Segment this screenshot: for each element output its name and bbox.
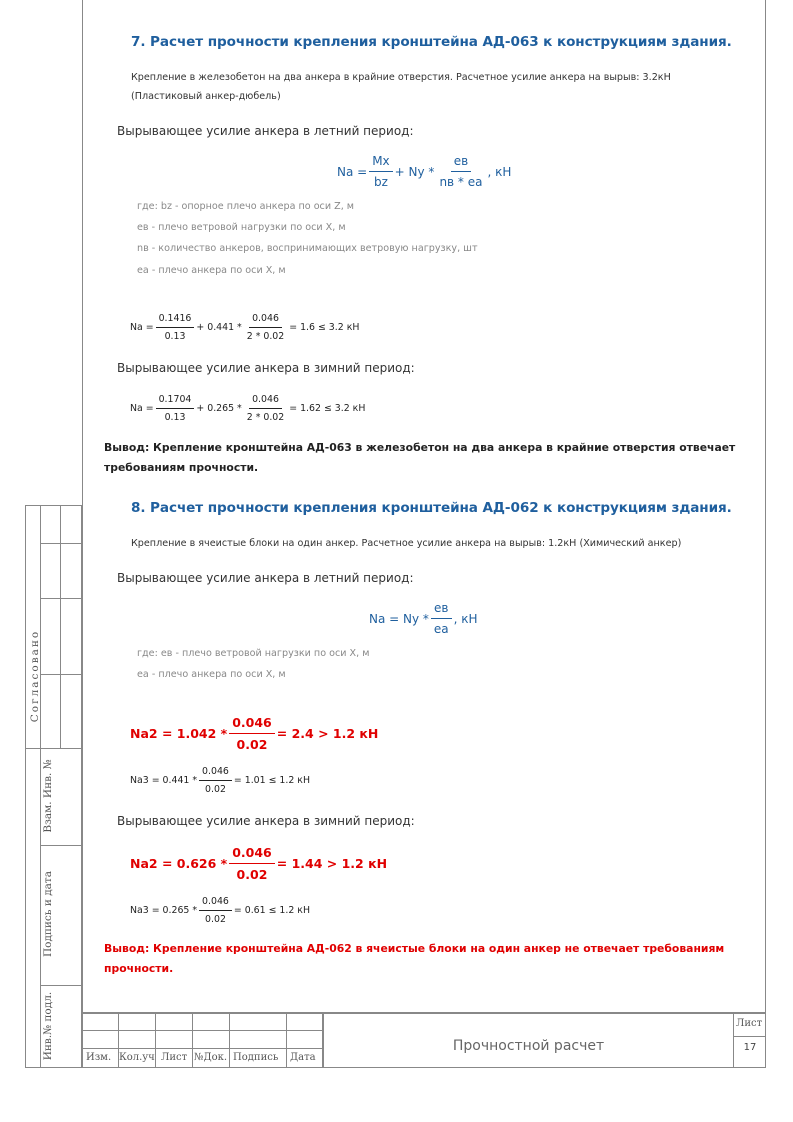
calc-mid: + 0.265 * [196, 403, 242, 414]
section-7-general-formula [337, 154, 511, 189]
numerator: 0.046 [249, 394, 282, 409]
calc-fraction [199, 766, 232, 795]
section-8-title: 8. Расчет прочности крепления кронштейна АД-062 к конструкциям здания. [131, 500, 732, 516]
where-line: еа - плечо анкера по оси X, м [137, 669, 286, 680]
numerator: 0.046 [229, 845, 275, 864]
stamp-col-data: Дата [290, 1052, 316, 1063]
formula-lhs: Na = Ny * [369, 611, 429, 626]
calc-lhs: Na3 = 0.265 * [130, 905, 198, 916]
stamp-col-ndok: №Док. [194, 1052, 228, 1063]
formula-unit: , кН [487, 164, 512, 179]
denominator: nв * еа [439, 175, 483, 189]
denominator: 0.13 [164, 331, 186, 342]
stamp-col-izm: Изм. [86, 1052, 112, 1063]
calc-lhs: Na = [130, 403, 154, 414]
side-label-soglasovano: Согласовано [29, 629, 41, 723]
stamp-document-title: Прочностной расчет [452, 1038, 605, 1054]
formula-fraction-1 [369, 154, 392, 189]
stamp-col-list: Лист [161, 1052, 188, 1063]
numerator: ев [431, 601, 451, 619]
section-7-conclusion-line1: Вывод: Крепление кронштейна АД-063 в железобетон на два анкера в крайние отверстия отвечает [104, 441, 736, 454]
calc-fraction-1 [156, 313, 195, 342]
section-8-summer-na3 [130, 766, 310, 795]
section-7-summer-calc [130, 313, 359, 342]
numerator: ев [451, 154, 471, 172]
where-line: еа - плечо анкера по оси X, м [137, 265, 286, 276]
section-8-summer-heading: Вырывающее усилие анкера в летний период: [117, 571, 414, 585]
calc-result: = 1.01 ≤ 1.2 кН [233, 775, 311, 786]
denominator: 0.02 [236, 737, 268, 752]
side-label-vzam-inv: Взам. Инв. № [42, 759, 54, 833]
formula-lhs: Na = [337, 164, 368, 179]
denominator: 0.13 [164, 412, 186, 423]
where-line: nв - количество анкеров, воспринимающих ветровую нагрузку, шт [137, 243, 478, 254]
calc-result: = 0.61 ≤ 1.2 кН [233, 905, 311, 916]
stamp-sheet-label: Лист [736, 1018, 763, 1029]
denominator: еа [433, 622, 449, 636]
calc-result: = 1.44 > 1.2 кН [276, 856, 388, 871]
calc-lhs: Na = [130, 322, 154, 333]
denominator: 0.02 [205, 914, 226, 925]
stamp-sheet-number: 17 [743, 1042, 757, 1053]
formula-unit: , кН [453, 611, 478, 626]
section-8-winter-heading: Вырывающее усилие анкера в зимний период: [117, 814, 415, 828]
numerator: 0.046 [199, 766, 232, 781]
numerator: 0.1416 [156, 313, 195, 328]
calc-result: = 1.62 ≤ 3.2 кН [289, 403, 366, 414]
denominator: 0.02 [236, 867, 268, 882]
numerator: 0.1704 [156, 394, 195, 409]
calc-result: = 1.6 ≤ 3.2 кН [289, 322, 360, 333]
calc-mid: + 0.441 * [196, 322, 242, 333]
denominator: 2 * 0.02 [246, 412, 285, 423]
section-7-desc-line1: Крепление в железобетон на два анкера в крайние отверстия. Расчетное усилие анкера на вырыв: 3.2кН [131, 72, 671, 83]
section-8-conclusion-line2: прочности. [104, 962, 174, 975]
section-8-winter-na2 [130, 845, 387, 882]
denominator: 2 * 0.02 [246, 331, 285, 342]
side-label-podpis-data: Подпись и дата [42, 871, 54, 958]
section-7-title: 7. Расчет прочности крепления кронштейна АД-063 к конструкциям здания. [131, 34, 732, 50]
numerator: 0.046 [199, 896, 232, 911]
formula-fraction [431, 601, 452, 636]
where-line: где: bz - опорное плечо анкера по оси Z, м [137, 201, 355, 212]
section-7-summer-heading: Вырывающее усилие анкера в летний период: [117, 124, 414, 138]
calc-fraction [229, 845, 275, 882]
numerator: 0.046 [249, 313, 282, 328]
where-line: ев - плечо ветровой нагрузки по оси X, м [137, 222, 346, 233]
calc-fraction-1 [156, 394, 195, 423]
section-8-summer-na2 [130, 715, 378, 752]
calc-fraction [229, 715, 275, 752]
section-7-winter-calc [130, 394, 365, 423]
calc-fraction-2 [244, 313, 288, 342]
formula-mid: + Ny * [394, 164, 435, 179]
stamp-col-podpis: Подпись [233, 1052, 279, 1063]
section-8-general-formula [369, 601, 478, 636]
calc-lhs: Na3 = 0.441 * [130, 775, 198, 786]
numerator: Mx [369, 154, 392, 172]
calc-lhs: Na2 = 1.042 * [130, 726, 228, 741]
section-7-winter-heading: Вырывающее усилие анкера в зимний период: [117, 361, 415, 375]
numerator: 0.046 [229, 715, 275, 734]
calc-result: = 2.4 > 1.2 кН [276, 726, 379, 741]
side-label-inv-podl: Инв.№ подл. [42, 991, 54, 1061]
section-8-desc: Крепление в ячеистые блоки на один анкер. Расчетное усилие анкера на вырыв: 1.2кН (Химический анкер) [131, 538, 682, 549]
stamp-col-kol-uch: Кол.уч [119, 1052, 155, 1063]
denominator: 0.02 [205, 784, 226, 795]
section-8-winter-na3 [130, 896, 310, 925]
where-line: где: ев - плечо ветровой нагрузки по оси X, м [137, 648, 370, 659]
calc-fraction [199, 896, 232, 925]
calc-fraction-2 [244, 394, 288, 423]
formula-fraction-2 [436, 154, 485, 189]
denominator: bz [373, 175, 388, 189]
calc-lhs: Na2 = 0.626 * [130, 856, 228, 871]
section-7-desc-line2: (Пластиковый анкер-дюбель) [131, 91, 281, 102]
section-7-conclusion-line2: требованиям прочности. [104, 461, 259, 474]
section-8-conclusion-line1: Вывод: Крепление кронштейна АД-062 в ячеистые блоки на один анкер не отвечает требованиям [104, 942, 725, 955]
